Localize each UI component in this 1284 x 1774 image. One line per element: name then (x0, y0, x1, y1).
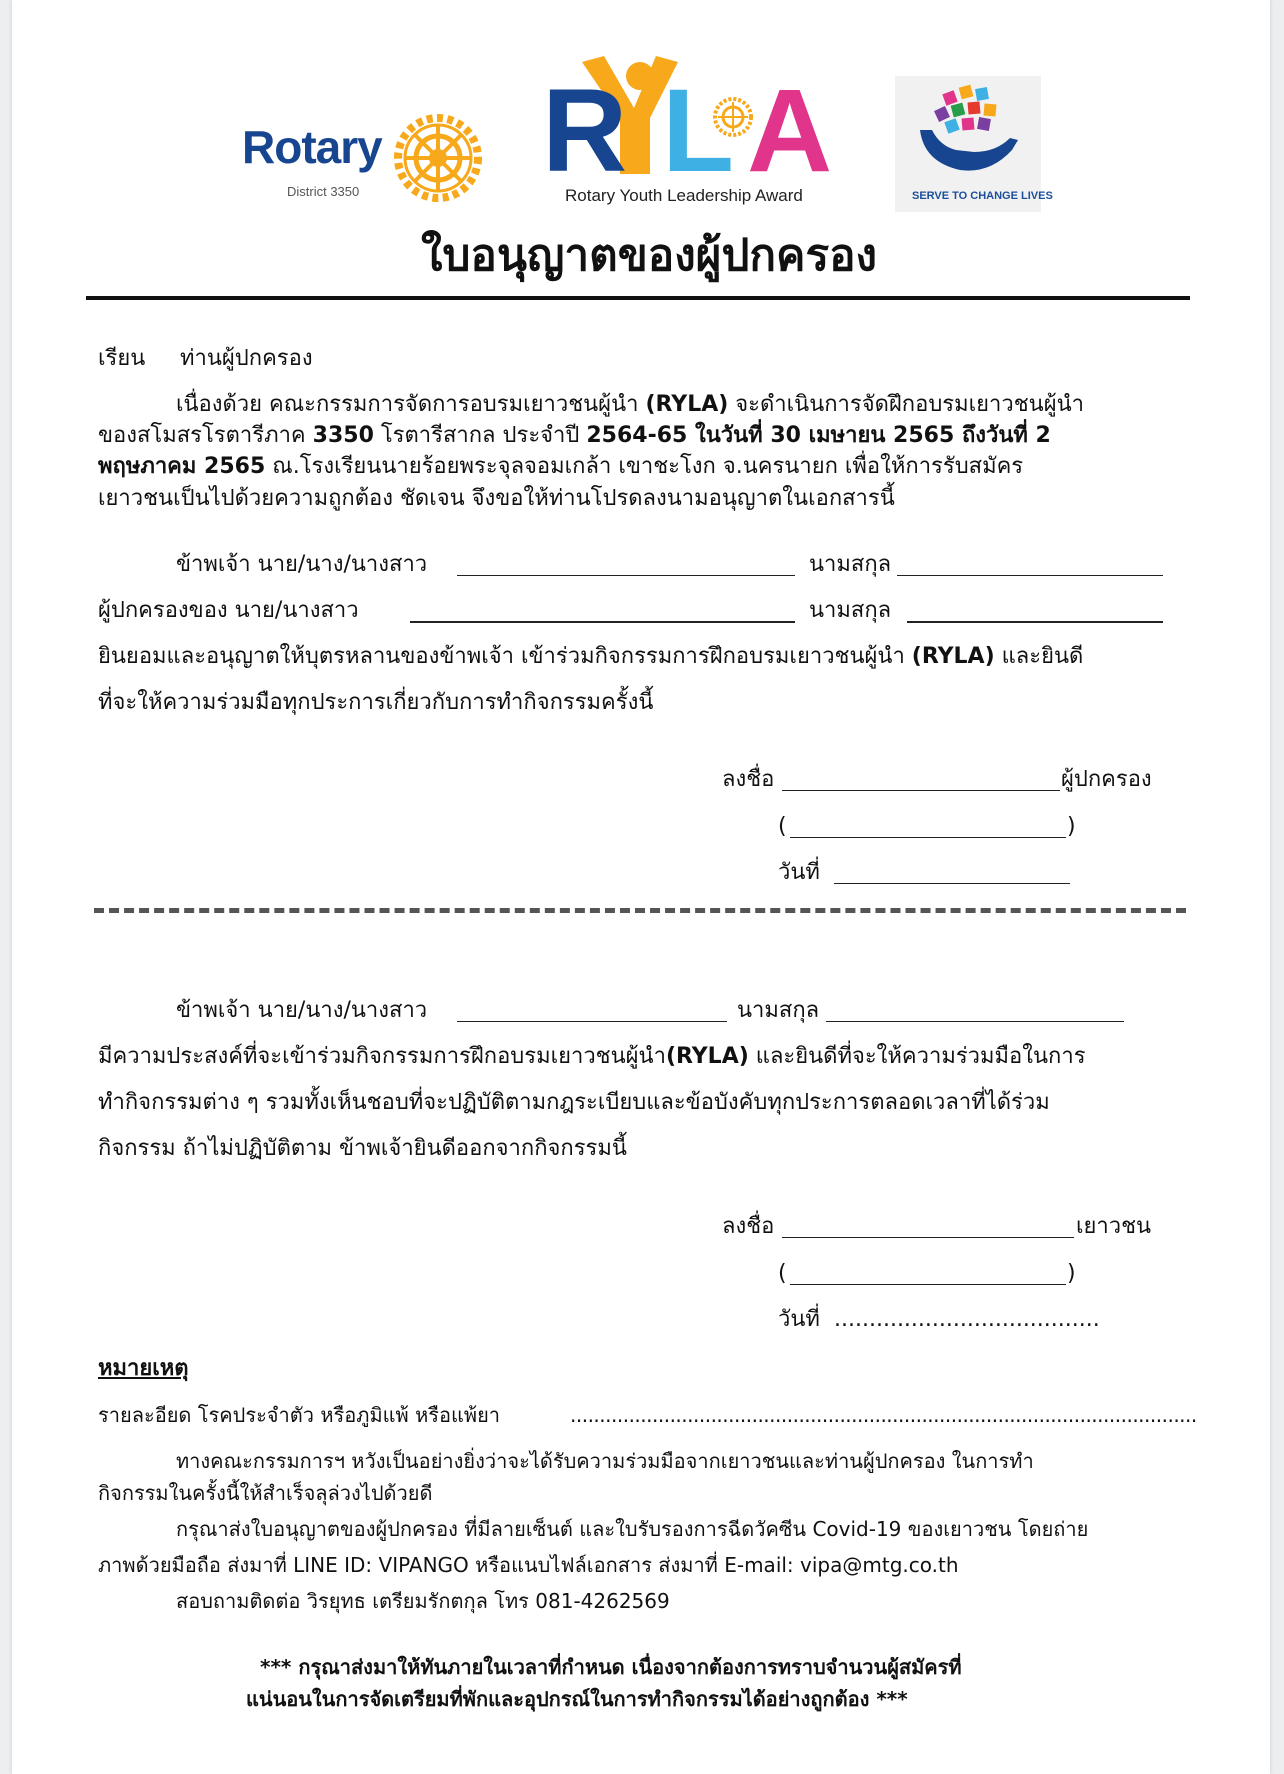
intro-line-1: เนื่องด้วย คณะกรรมการจัดการอบรมเยาวชนผู้นำ (RYLA) จะดำเนินการจัดฝึกอบรมเยาวชนผู้นำ (176, 392, 1084, 417)
document-page (12, 0, 1270, 1774)
parent-signature-field[interactable] (782, 790, 1060, 791)
consent-line-2: ที่จะให้ความร่วมมือทุกประการเกี่ยวกับการทำกิจกรรมครั้งนี้ (98, 690, 654, 715)
parent-paren-close: ) (1067, 814, 1076, 839)
salutation-label: เรียน (98, 346, 146, 371)
final-notice-line-2: แน่นอนในการจัดเตรียมที่พักและอุปกรณ์ในการทำกิจกรรมได้อย่างถูกต้อง *** (246, 1687, 908, 1711)
youth-role-label: เยาวชน (1076, 1214, 1152, 1239)
salutation-name: ท่านผู้ปกครอง (180, 346, 313, 371)
intro-line-3: พฤษภาคม 2565 ณ.โรงเรียนนายร้อยพระจุลจอมเกล้า เขาชะโงก จ.นครนายก เพื่อให้การรับสมัคร (98, 454, 1024, 479)
parent-name-field[interactable] (457, 575, 795, 576)
section-separator (94, 908, 1186, 913)
parent-date-field[interactable] (834, 883, 1070, 884)
parent-sign-label: ลงชื่อ (722, 767, 775, 792)
child-name-field[interactable] (410, 621, 795, 623)
notes-para2-line2: ภาพด้วยมือถือ ส่งมาที่ LINE ID: VIPANGO หรือแนบไฟล์เอกสาร ส่งมาที่ E-mail: vipa@mtg.co.th (98, 1553, 959, 1577)
parent-date-label: วันที่ (778, 860, 820, 885)
youth-para-line-3: กิจกรรม ถ้าไม่ปฏิบัติตาม ข้าพเจ้ายินดีออกจากกิจกรรมนี้ (98, 1136, 627, 1161)
consent-line-1: ยินยอมและอนุญาตให้บุตรหลานของข้าพเจ้า เข้าร่วมกิจกรรมการฝึกอบรมเยาวชนผู้นำ (RYLA) และยินดี (98, 644, 1084, 669)
document-title: ใบอนุญาตของผู้ปกครอง (421, 230, 878, 281)
ryla-subtitle: Rotary Youth Leadership Award (565, 186, 803, 205)
final-notice-line-1: *** กรุณาส่งมาให้ทันภายในเวลาที่กำหนด เนื่องจากต้องการทราบจำนวนผู้สมัครที่ (260, 1655, 962, 1679)
ryla-letter-l: L (662, 65, 735, 197)
intro-line-4: เยาวชนเป็นไปด้วยความถูกต้อง ชัดเจน จึงขอให้ท่านโปรดลงนามอนุญาตในเอกสารนี้ (98, 486, 895, 511)
youth-date-field[interactable]: ...................................... (834, 1307, 1100, 1332)
notes-details-field[interactable]: ........................................................................................................... (570, 1403, 1197, 1427)
parent-printed-name-field[interactable] (790, 837, 1066, 838)
youth-printed-name-field[interactable] (790, 1284, 1066, 1285)
rotary-wordmark: Rotary (242, 121, 382, 173)
ryla-letter-r: R (542, 65, 628, 197)
rotary-wheel-icon (392, 112, 484, 204)
parent-name-label: ข้าพเจ้า นาย/นาง/นางสาว (176, 552, 428, 577)
youth-signature-field[interactable] (782, 1237, 1074, 1238)
youth-paren-open: ( (778, 1261, 787, 1286)
notes-heading: หมายเหตุ (98, 1356, 189, 1381)
youth-para-line-1: มีความประสงค์ที่จะเข้าร่วมกิจกรรมการฝึกอบรมเยาวชนผู้นำ(RYLA) และยินดีที่จะให้ความร่วมมือในการ (98, 1044, 1086, 1069)
notes-contact: สอบถามติดต่อ วิรยุทธ เตรียมรักตกุล โทร 081-4262569 (176, 1589, 670, 1613)
parent-surname-label: นามสกุล (809, 552, 892, 577)
youth-paren-close: ) (1067, 1261, 1076, 1286)
serve-to-change-lives-text: SERVE TO CHANGE LIVES (912, 190, 1053, 202)
youth-name-label: ข้าพเจ้า นาย/นาง/นางสาว (176, 998, 428, 1023)
youth-sign-label: ลงชื่อ (722, 1214, 775, 1239)
intro-line-2: ของสโมสรโรตารีภาค 3350 โรตารีสากล ประจำปี 2564-65 ในวันที่ 30 เมษายน 2565 ถึงวันที่ 2 (98, 423, 1051, 448)
youth-surname-field[interactable] (826, 1021, 1124, 1022)
notes-para1-line2: กิจกรรมในครั้งนี้ให้สำเร็จลุล่วงไปด้วยดี (98, 1481, 433, 1505)
guardian-of-label: ผู้ปกครองของ นาย/นางสาว (98, 598, 359, 623)
title-rule (86, 296, 1190, 300)
youth-name-field[interactable] (457, 1021, 727, 1022)
child-surname-field[interactable] (907, 621, 1163, 623)
youth-date-label: วันที่ (778, 1307, 820, 1332)
youth-surname-label: นามสกุล (737, 998, 820, 1023)
notes-para2-line1: กรุณาส่งใบอนุญาตของผู้ปกครอง ที่มีลายเซ็นต์ และใบรับรองการฉีดวัคซีน Covid-19 ของเยาวชน โดยถ่าย (176, 1517, 1089, 1541)
parent-surname-field[interactable] (897, 575, 1163, 576)
parent-paren-open: ( (778, 814, 787, 839)
notes-para1-line1: ทางคณะกรรมการฯ หวังเป็นอย่างยิ่งว่าจะได้รับความร่วมมือจากเยาวชนและท่านผู้ปกครอง ในการทำ (176, 1449, 1034, 1473)
ryla-letter-a: A (747, 65, 833, 197)
ryla-wheel-icon (712, 96, 754, 138)
parent-role-label: ผู้ปกครอง (1061, 767, 1152, 792)
child-surname-label: นามสกุล (809, 598, 892, 623)
globe-hand-icon (912, 80, 1028, 184)
rotary-district: District 3350 (287, 184, 360, 199)
notes-details-label: รายละอียด โรคประจำตัว หรือภูมิแพ้ หรือแพ้ยา (98, 1403, 501, 1427)
youth-para-line-2: ทำกิจกรรมต่าง ๆ รวมทั้งเห็นชอบที่จะปฏิบัติตามกฎระเบียบและข้อบังคับทุกประการตลอดเวลาที่ได้ร่วม (98, 1090, 1050, 1115)
